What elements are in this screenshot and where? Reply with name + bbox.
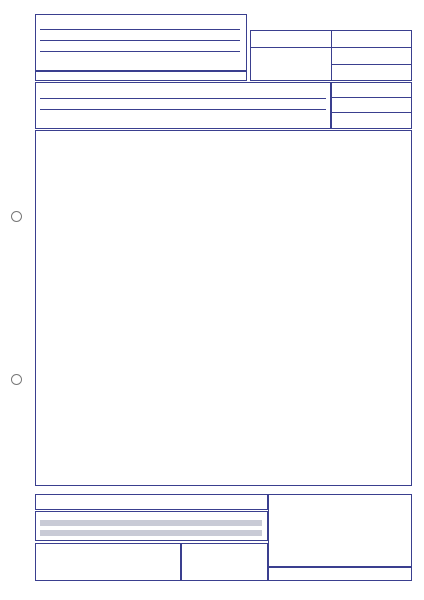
to-pay-box[interactable] <box>268 567 412 581</box>
